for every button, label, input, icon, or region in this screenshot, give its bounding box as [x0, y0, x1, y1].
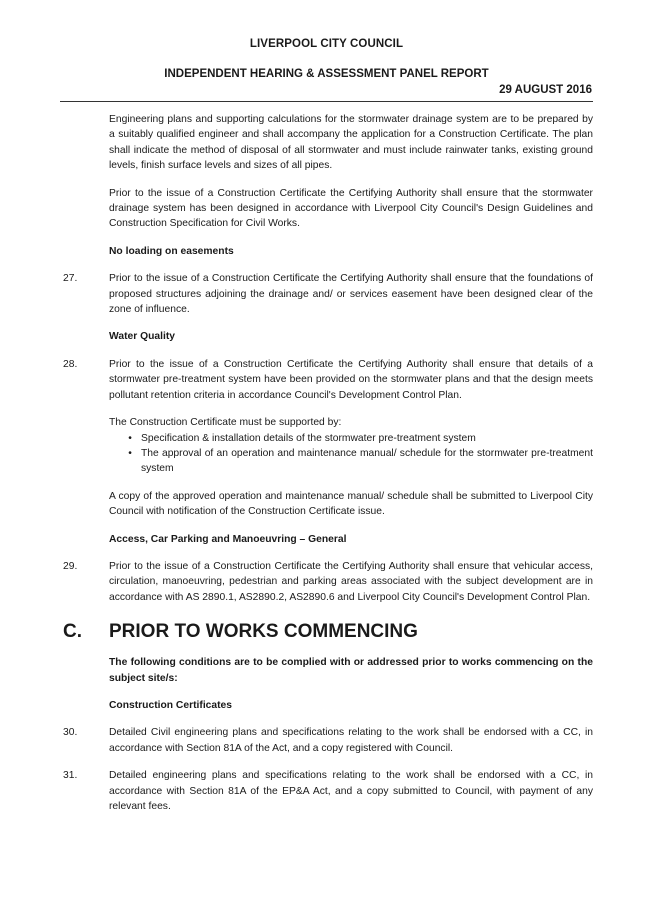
condition-number: 30. [63, 727, 78, 739]
condition-number: 31. [63, 770, 78, 782]
stormwater-plans-paragraph: Engineering plans and supporting calculations for the stormwater drainage system are to be prepared by a suitably qualified engineer and shall accompany the application for a Construction Certificate. The plan shall indicate the method of disposal of all stormwater and must include rainwater tanks, existing ground levels, finish surface levels and sizes of all pipes. [109, 114, 593, 172]
section-heading [63, 621, 593, 643]
cc-supported-by: The Construction Certificate must be supported by: [109, 417, 342, 429]
requirements-list [63, 431, 593, 477]
heading-water-quality: Water Quality [109, 331, 175, 343]
council-name: LIVERPOOL CITY COUNCIL [249, 38, 404, 50]
condition-28 [63, 357, 593, 403]
bullet-icon: • [128, 432, 132, 444]
condition-27 [63, 271, 593, 317]
condition-text: Prior to the issue of a Construction Certificate the Certifying Authority shall ensure that details of a stormwater pre-treatment system have been provided on the stormwater plans and that the design meets pollutant retention criteria in accordance Council's Development Control Plan. [109, 358, 593, 401]
condition-text: Detailed Civil engineering plans and specifications relating to the work shall be endorsed with a CC, in accordance with Section 81A of the Act, and a copy registered with Council. [109, 727, 593, 754]
report-body [63, 112, 593, 814]
header-rule [60, 101, 593, 102]
report-title: INDEPENDENT HEARING & ASSESSMENT PANEL REPORT [164, 68, 489, 80]
condition-31 [63, 768, 593, 814]
section-title: PRIOR TO WORKS COMMENCING [109, 621, 418, 643]
drainage-design-paragraph: Prior to the issue of a Construction Certificate the Certifying Authority shall ensure that the stormwater drainage system has been designed in accordance with Liverpool City Council's Design Guidelines and Construction Specification for Civil Works. [109, 187, 593, 230]
condition-text: Prior to the issue of a Construction Certificate the Certifying Authority shall ensure that vehicular access, circulation, manoeuvring, pedestrian and parking areas associated with the subject development are in accordance with AS 2890.1, AS2890.2, AS2890.6 and Liverpool City Council's Development Control Plan. [109, 560, 593, 603]
condition-29 [63, 559, 593, 605]
condition-number: 28. [63, 358, 78, 370]
manual-copy-paragraph: A copy of the approved operation and maintenance manual/ schedule shall be submitted to Liverpool City Council with notification of the Construction Certificate issue. [109, 490, 593, 518]
report-date: 29 AUGUST 2016 [499, 84, 592, 96]
list-item-text: The approval of an operation and maintenance manual/ schedule for the stormwater pre-treatment system [141, 447, 593, 475]
condition-text: Detailed engineering plans and specifications relating to the work shall be endorsed with a CC, in accordance with Section 81A of the EP&A Act, and a copy submitted to Council, with payment of any relevant fees. [109, 770, 593, 812]
section-letter: C. [63, 621, 82, 643]
heading-construction-certificates: Construction Certificates [109, 699, 233, 711]
condition-text: Prior to the issue of a Construction Certificate the Certifying Authority shall ensure that the foundations of proposed structures adjoining the drainage and/ or services easement have been designed clear of the zone of influence. [109, 273, 593, 316]
condition-number: 27. [63, 273, 78, 285]
list-item [109, 446, 593, 477]
bullet-icon: • [128, 447, 132, 459]
section-intro: The following conditions are to be complied with or addressed prior to works commencing on the subject site/s: [109, 657, 593, 684]
heading-access: Access, Car Parking and Manoeuvring – General [109, 533, 347, 545]
condition-number: 29. [63, 560, 78, 572]
list-item-text: Specification & installation details of the stormwater pre-treatment system [141, 432, 476, 444]
condition-30 [63, 725, 593, 756]
list-item [109, 431, 593, 446]
heading-easements: No loading on easements [109, 245, 234, 257]
